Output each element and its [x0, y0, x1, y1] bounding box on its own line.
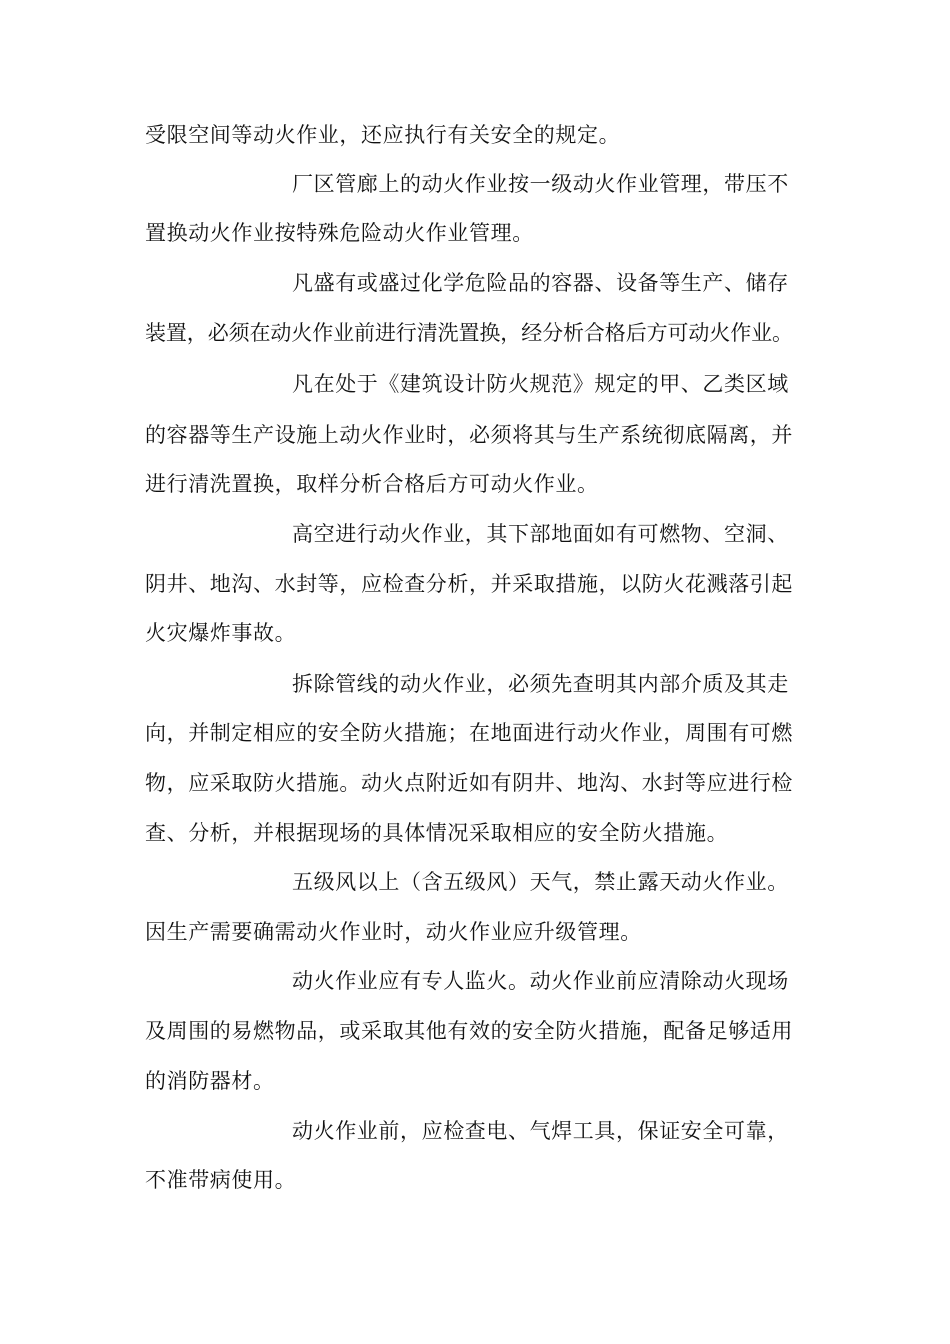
- text-line: 动火作业前，应检查电、气焊工具，保证安全可靠，: [292, 1119, 789, 1143]
- text-line: 火灾爆炸事故。: [145, 621, 297, 645]
- text-line: 物，应采取防火措施。动火点附近如有阴井、地沟、水封等应进行检: [145, 771, 793, 795]
- text-line: 向，并制定相应的安全防火措施；在地面进行动火作业，周围有可燃: [145, 721, 793, 745]
- text-line: 凡在处于《建筑设计防火规范》规定的甲、乙类区域: [292, 372, 789, 396]
- text-line: 高空进行动火作业，其下部地面如有可燃物、空洞、: [292, 522, 789, 546]
- text-line: 装置，必须在动火作业前进行清洗置换，经分析合格后方可动火作业。: [145, 321, 793, 345]
- text-line: 进行清洗置换，取样分析合格后方可动火作业。: [145, 472, 599, 496]
- text-line: 受限空间等动火作业，还应执行有关安全的规定。: [145, 123, 621, 147]
- text-line: 拆除管线的动火作业，必须先查明其内部介质及其走: [292, 672, 789, 696]
- text-line: 置换动火作业按特殊危险动火作业管理。: [145, 221, 534, 245]
- text-line: 阴井、地沟、水封等，应检查分析，并采取措施，以防火花溅落引起: [145, 572, 793, 596]
- text-line: 厂区管廊上的动火作业按一级动火作业管理，带压不: [292, 172, 789, 196]
- text-line: 凡盛有或盛过化学危险品的容器、设备等生产、储存: [292, 271, 789, 295]
- text-line: 因生产需要确需动火作业时，动火作业应升级管理。: [145, 920, 642, 944]
- text-line: 五级风以上（含五级风）天气，禁止露天动火作业。: [292, 870, 789, 894]
- text-line: 的消防器材。: [145, 1069, 275, 1093]
- text-line: 查、分析，并根据现场的具体情况采取相应的安全防火措施。: [145, 821, 729, 845]
- text-line: 的容器等生产设施上动火作业时，必须将其与生产系统彻底隔离，并: [145, 423, 793, 447]
- text-line: 不准带病使用。: [145, 1168, 297, 1192]
- text-line: 及周围的易燃物品，或采取其他有效的安全防火措施，配备足够适用: [145, 1019, 793, 1043]
- text-line: 动火作业应有专人监火。动火作业前应清除动火现场: [292, 969, 789, 993]
